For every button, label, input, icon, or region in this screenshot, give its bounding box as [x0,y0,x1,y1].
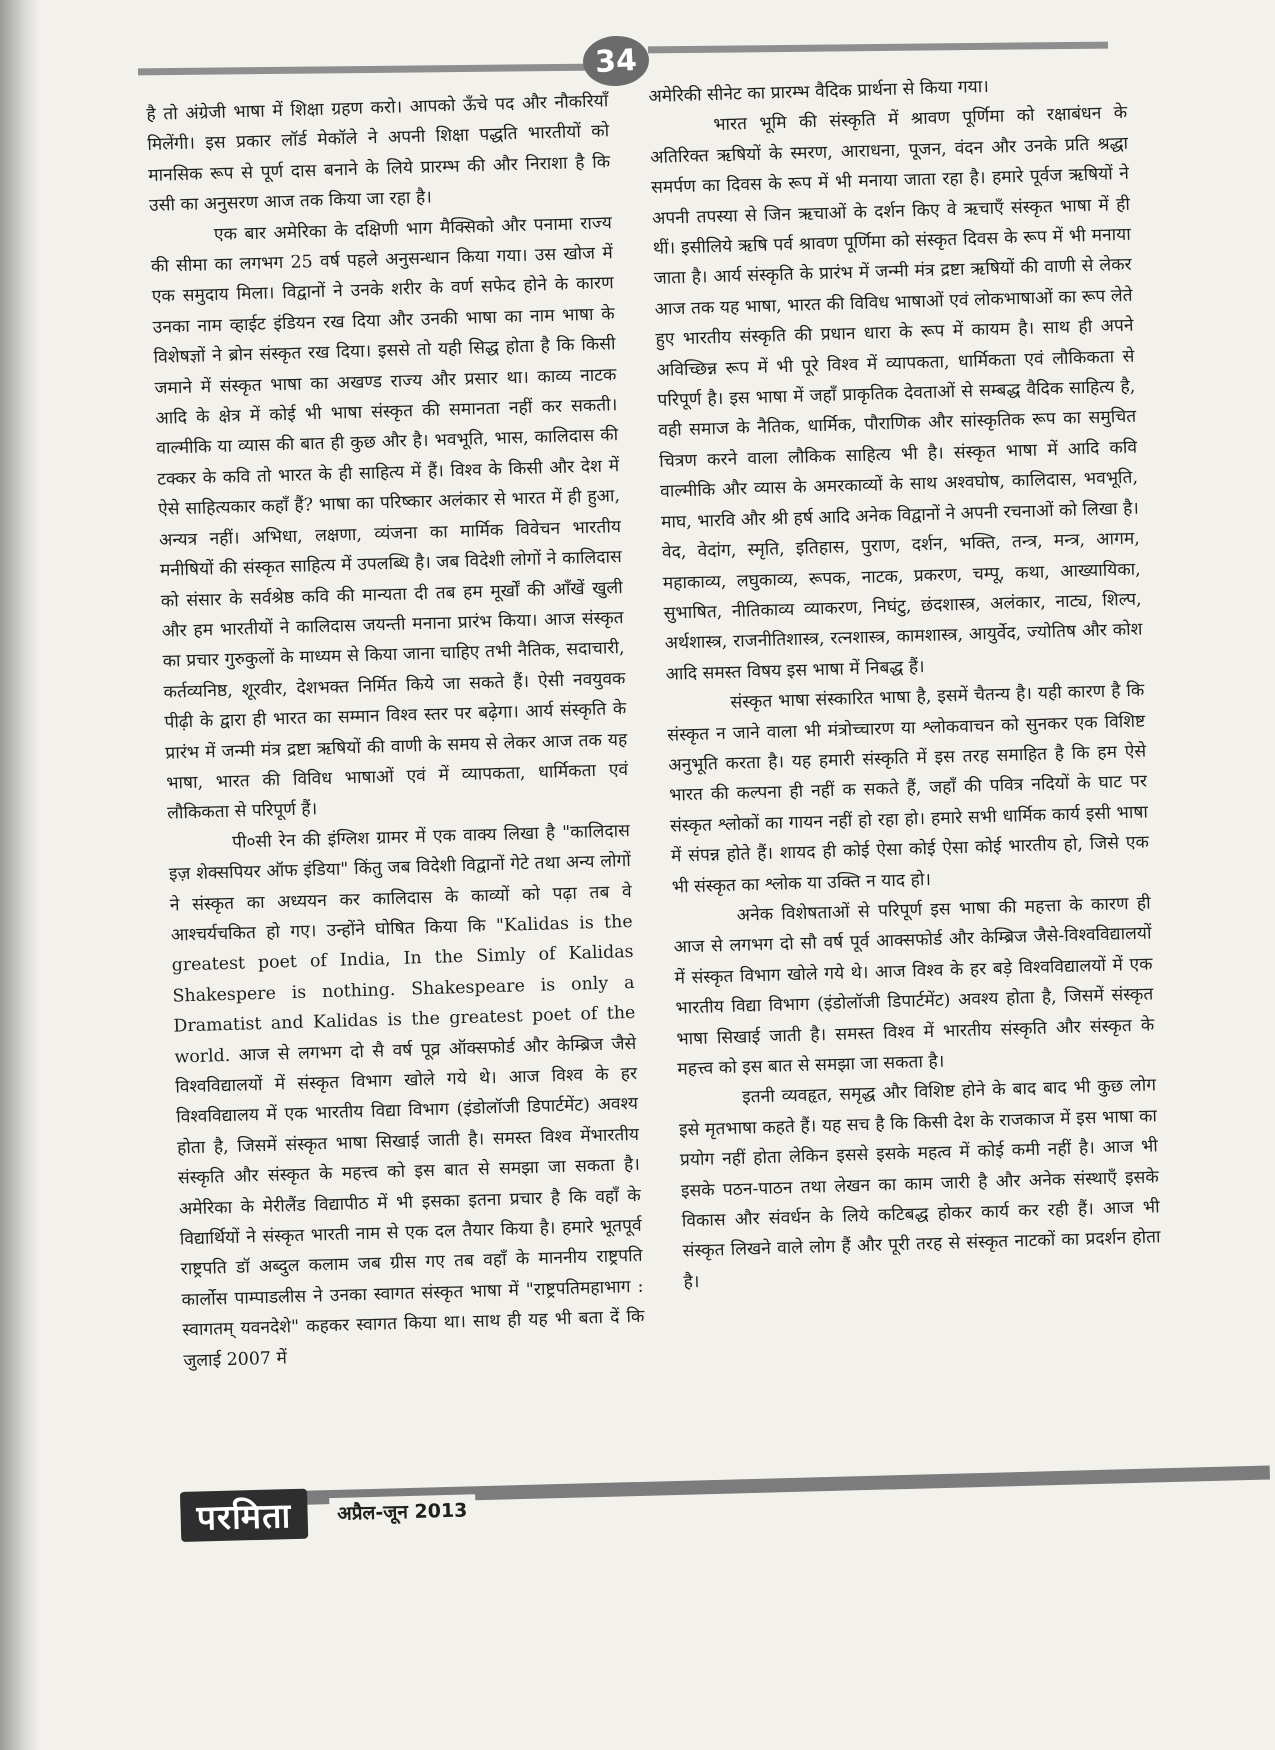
page-binding-shadow [0,0,40,1750]
article-column-left [146,86,646,1376]
paragraph: है तो अंग्रेजी भाषा में शिक्षा ग्रहण करो। आपको ऊँचे पद और नौकरियाँ मिलेंगी। इस प्रकार लॉर्ड मेकॉले ने अपनी शिक्षा पद्धति भारतीयों को मानसिक रूप से पूर्ण दास बनाने के लिये प्रारम्भ की और निराशा है कि उसी का अनुसरण आज तक किया जा रहा है। [146,91,611,217]
paragraph: भारत भूमि की संस्कृति में श्रावण पूर्णिमा को रक्षाबंधन के अतिरिक्त ऋषियों के स्मरण, आराधना, पूजन, वंदन और उनके प्रति श्रद्धा समर्पण का दिवस के रूप में भी मनाया जाता रहा है। हमारे पूर्वज ऋषियों ने अपनी तपस्या से जिन ऋचाओं के दर्शन किए वे ऋचाएँ संस्कृत भाषा में ही थीं। इसीलिये ऋषि पर्व श्रावण पूर्णिमा को संस्कृत दिवस के रूप में भी मनाया जाता है। आर्य संस्कृति के प्रारंभ में जन्मी मंत्र द्रष्टा ऋषियों की वाणी से लेकर आज तक यह भाषा, भारत की विविध भाषाओं एवं लोकभाषाओं का रूप लेते हुए भारतीय संस्कृति की प्रधान धारा के रूप में कायम है। साथ ही अपने अविच्छिन्न रूप में भी पूरे विश्व में व्यापकता, धार्मिकता एवं लौकिकता से परिपूर्ण है। इस भाषा में जहाँ प्राकृतिक देवताओं से सम्बद्ध वैदिक साहित्य है, वही समाज के नैतिक, धार्मिक, पौराणिक और सांस्कृतिक रूप का समुचित चित्रण करने वाला लौकिक साहित्य भी है। संस्कृत भाषा में आदि कवि वाल्मीकि और व्यास के अमरकाव्यों के साथ अश्वघोष, कालिदास, भवभूति, माघ, भारवि और श्री हर्ष आदि अनेक विद्वानों ने अपनी रचनाओं को लिखा है। वेद, वेदांग, स्मृति, इतिहास, पुराण, दर्शन, भक्ति, तन्त्र, मन्त्र, आगम, महाकाव्य, लघुकाव्य, रूपक, नाटक, प्रकरण, चम्पू, कथा, आख्यायिका, सुभाषित, नीतिकाव्य व्याकरण, निघंटु, छंदशास्त्र, अलंकार, नाट्य, शिल्प, अर्थशास्त्र, राजनीतिशास्त्र, रत्नशास्त्र, कामशास्त्र, आयुर्वेद, ज्योतिष और कोश आदि समस्त विषय इस भाषा में निबद्ध हैं। [649,103,1143,685]
header-rule-left [138,64,593,76]
paragraph: अनेक विशेषताओं से परिपूर्ण इस भाषा की महत्ता के कारण ही आज से लगभग दो सौ वर्ष पूर्व आक्सफोर्ड और केम्ब्रिज जैसे-विश्वविद्यालयों में संस्कृत विभाग खोले गये थे। आज विश्व के हर बड़े विश्वविद्यालयों में एक भारतीय विद्या विभाग (इंडोलॉजी डिपार्टमेंट) अवश्य होता है, जिसमें संस्कृत भाषा सिखाई जाती है। समस्त विश्व में भारतीय संस्कृति और संस्कृत के महत्त्व को इस बात से समझा जा सकता है। [673,893,1155,1080]
magazine-logo: परमिता [180,1489,308,1542]
paragraph: इतनी व्यवहृत, समृद्ध और विशिष्ट होने के बाद बाद भी कुछ लोग इसे मृतभाषा कहते हैं। यह सच है कि किसी देश के राजकाज में इस भाषा का प्रयोग नहीं होता लेकिन इससे इसके महत्व में कोई कमी नहीं है। आज भी इसके पठन-पाठन तथा लेखन का काम जारी है और अनेक संस्थाएँ इसके विकास और संवर्धन के लिये कटिबद्ध होकर कार्य कर रही हैं। आज भी संस्कृत लिखने वाले लोग हैं और पूरी तरह से संस्कृत नाटकों का प्रदर्शन होता है। [678,1075,1161,1293]
paragraph: अमेरिकी सीनेट का प्रारम्भ वैदिक प्रार्थना से किया गया। [648,76,990,107]
header-rule-right [648,42,1108,54]
paragraph: संस्कृत भाषा संस्कारित भाषा है, इसमें चैतन्य है। यही कारण है कि संस्कृत न जाने वाला भी मंत्रोच्चारण या श्लोकवाचन को सुनकर एक विशिष्ट अनुभूति करता है। यह हमारी संस्कृति में इस तरह समाहित है कि हम ऐसे भारत की कल्पना ही नहीं क सकते हैं, जहाँ की पवित्र नदियों के घाट पर संस्कृत श्लोकों का गायन नहीं हो रहा हो। हमारे सभी धार्मिक कार्य इसी भाषा में संपन्न होते हैं। शायद ही कोई ऐसा कोई ऐसा कोई भारतीय हो, जिसे एक भी संस्कृत का श्लोक या उक्ति न याद हो। [667,680,1150,898]
issue-date: अप्रैल-जून 2013 [329,1494,476,1528]
paragraph: एक बार अमेरिका के दक्षिणी भाग मैक्सिको और पनामा राज्य की सीमा का लगभग 25 वर्ष पहले अनुसन्धान किया गया। उस खोज में एक समुदाय मिला। विद्वानों ने उनके शरीर के वर्ण सफेद होने के कारण उनका नाम व्हाईट इंडियन रख दिया और उनकी भाषा का नाम भाषा के विशेषज्ञों ने ब्रोन संस्कृत रख दिया। इससे तो यही सिद्ध होता है कि किसी जमाने में संस्कृत भाषा का अखण्ड राज्य और प्रसार था। काव्य नाटक आदि के क्षेत्र में कोई भी भाषा संस्कृत की समानता नहीं कर सकती। वाल्मीकि या व्यास की बात ही कुछ और है। भवभूति, भास, कालिदास की टक्कर के कवि तो भारत के ही साहित्य में हैं। विश्व के किसी और देश में ऐसे साहित्यकार कहाँ हैं? भाषा का परिष्कार अलंकार से भारत में ही हुआ, अन्यत्र नहीं। अभिधा, लक्षणा, व्यंजना का मार्मिक विवेचन भारतीय मनीषियों की संस्कृत साहित्य में उपलब्धि है। जब विदेशी लोगों ने कालिदास को संसार के सर्वश्रेष्ठ कवि की मान्यता दी तब हम मूर्खों की आँखें खुली और हम भारतीयों ने कालिदास जयन्ती मनाना प्रारंभ किया। आज संस्कृत का प्रचार गुरुकुलों के माध्यम से किया जाना चाहिए तभी नैतिक, सदाचारी, कर्तव्यनिष्ठ, शूरवीर, देशभक्त निर्मित किये जा सकते हैं। ऐसी नवयुवक पीढ़ी के द्वारा ही भारत का सम्मान विश्व स्तर पर बढ़ेगा। आर्य संस्कृति के प्रारंभ में जन्मी मंत्र द्रष्टा ऋषियों की वाणी के समय से लेकर आज तक यह भाषा, भारत की विविध भाषाओं एवं में व्यापकता, धार्मिकता एवं लौकिकता से परिपूर्ण हैं। [150,212,629,825]
paragraph: पी०सी रेन की इंग्लिश ग्रामर में एक वाक्य लिखा है "कालिदास इज़ शेक्सपियर ऑफ इंडिया" किंतु जब विदेशी विद्वानों गेटे तथा अन्य लोगों ने संस्कृत का अध्ययन कर कालिदास के काव्यों को पढ़ा तब वे आश्चर्यचकित हो गए। उन्होंने घोषित किया कि "Kalidas is the greatest poet of India, In the Simly of Kalidas Shakespere is nothing. Shakespeare is only a Dramatist and Kalidas is the greatest poet of the world. आज से लगभग दो सै वर्ष पूव्र ऑक्सफोर्ड और केम्ब्रिज जैसे विश्वविद्यालयों में संस्कृत विभाग खोले गये थे। आज विश्व के हर विश्वविद्यालय में एक भारतीय विद्या विभाग (इंडोलॉजी डिपार्टमेंट) अवश्य होता है, जिसमें संस्कृत भाषा सिखाई जाती है। समस्त विश्व मेंभारतीय संस्कृति और संस्कृत के महत्त्व को इस बात से समझा जा सकता है। अमेरिका के मेरीलैंड विद्यापीठ में भी इसका इतना प्रचार है कि वहाँ के विद्यार्थियों ने संस्कृत भारती नाम से एक दल तैयार किया है। हमारे भूतपूर्व राष्ट्रपति डॉ अब्दुल कलाम जब ग्रीस गए तब वहाँ के माननीय राष्ट्रपति कार्लोस पाम्पाडलीस ने उनका स्वागत संस्कृत भाषा में "राष्ट्रपतिमहाभाग : स्वागतम् यवनदेशे" कहकर स्वागत किया था। साथ ही यह भी बता दें कि जुलाई 2007 में [168,820,645,1372]
page-footer [180,1484,476,1542]
page-number: 34 [582,34,651,87]
article-column-right [648,68,1162,1298]
